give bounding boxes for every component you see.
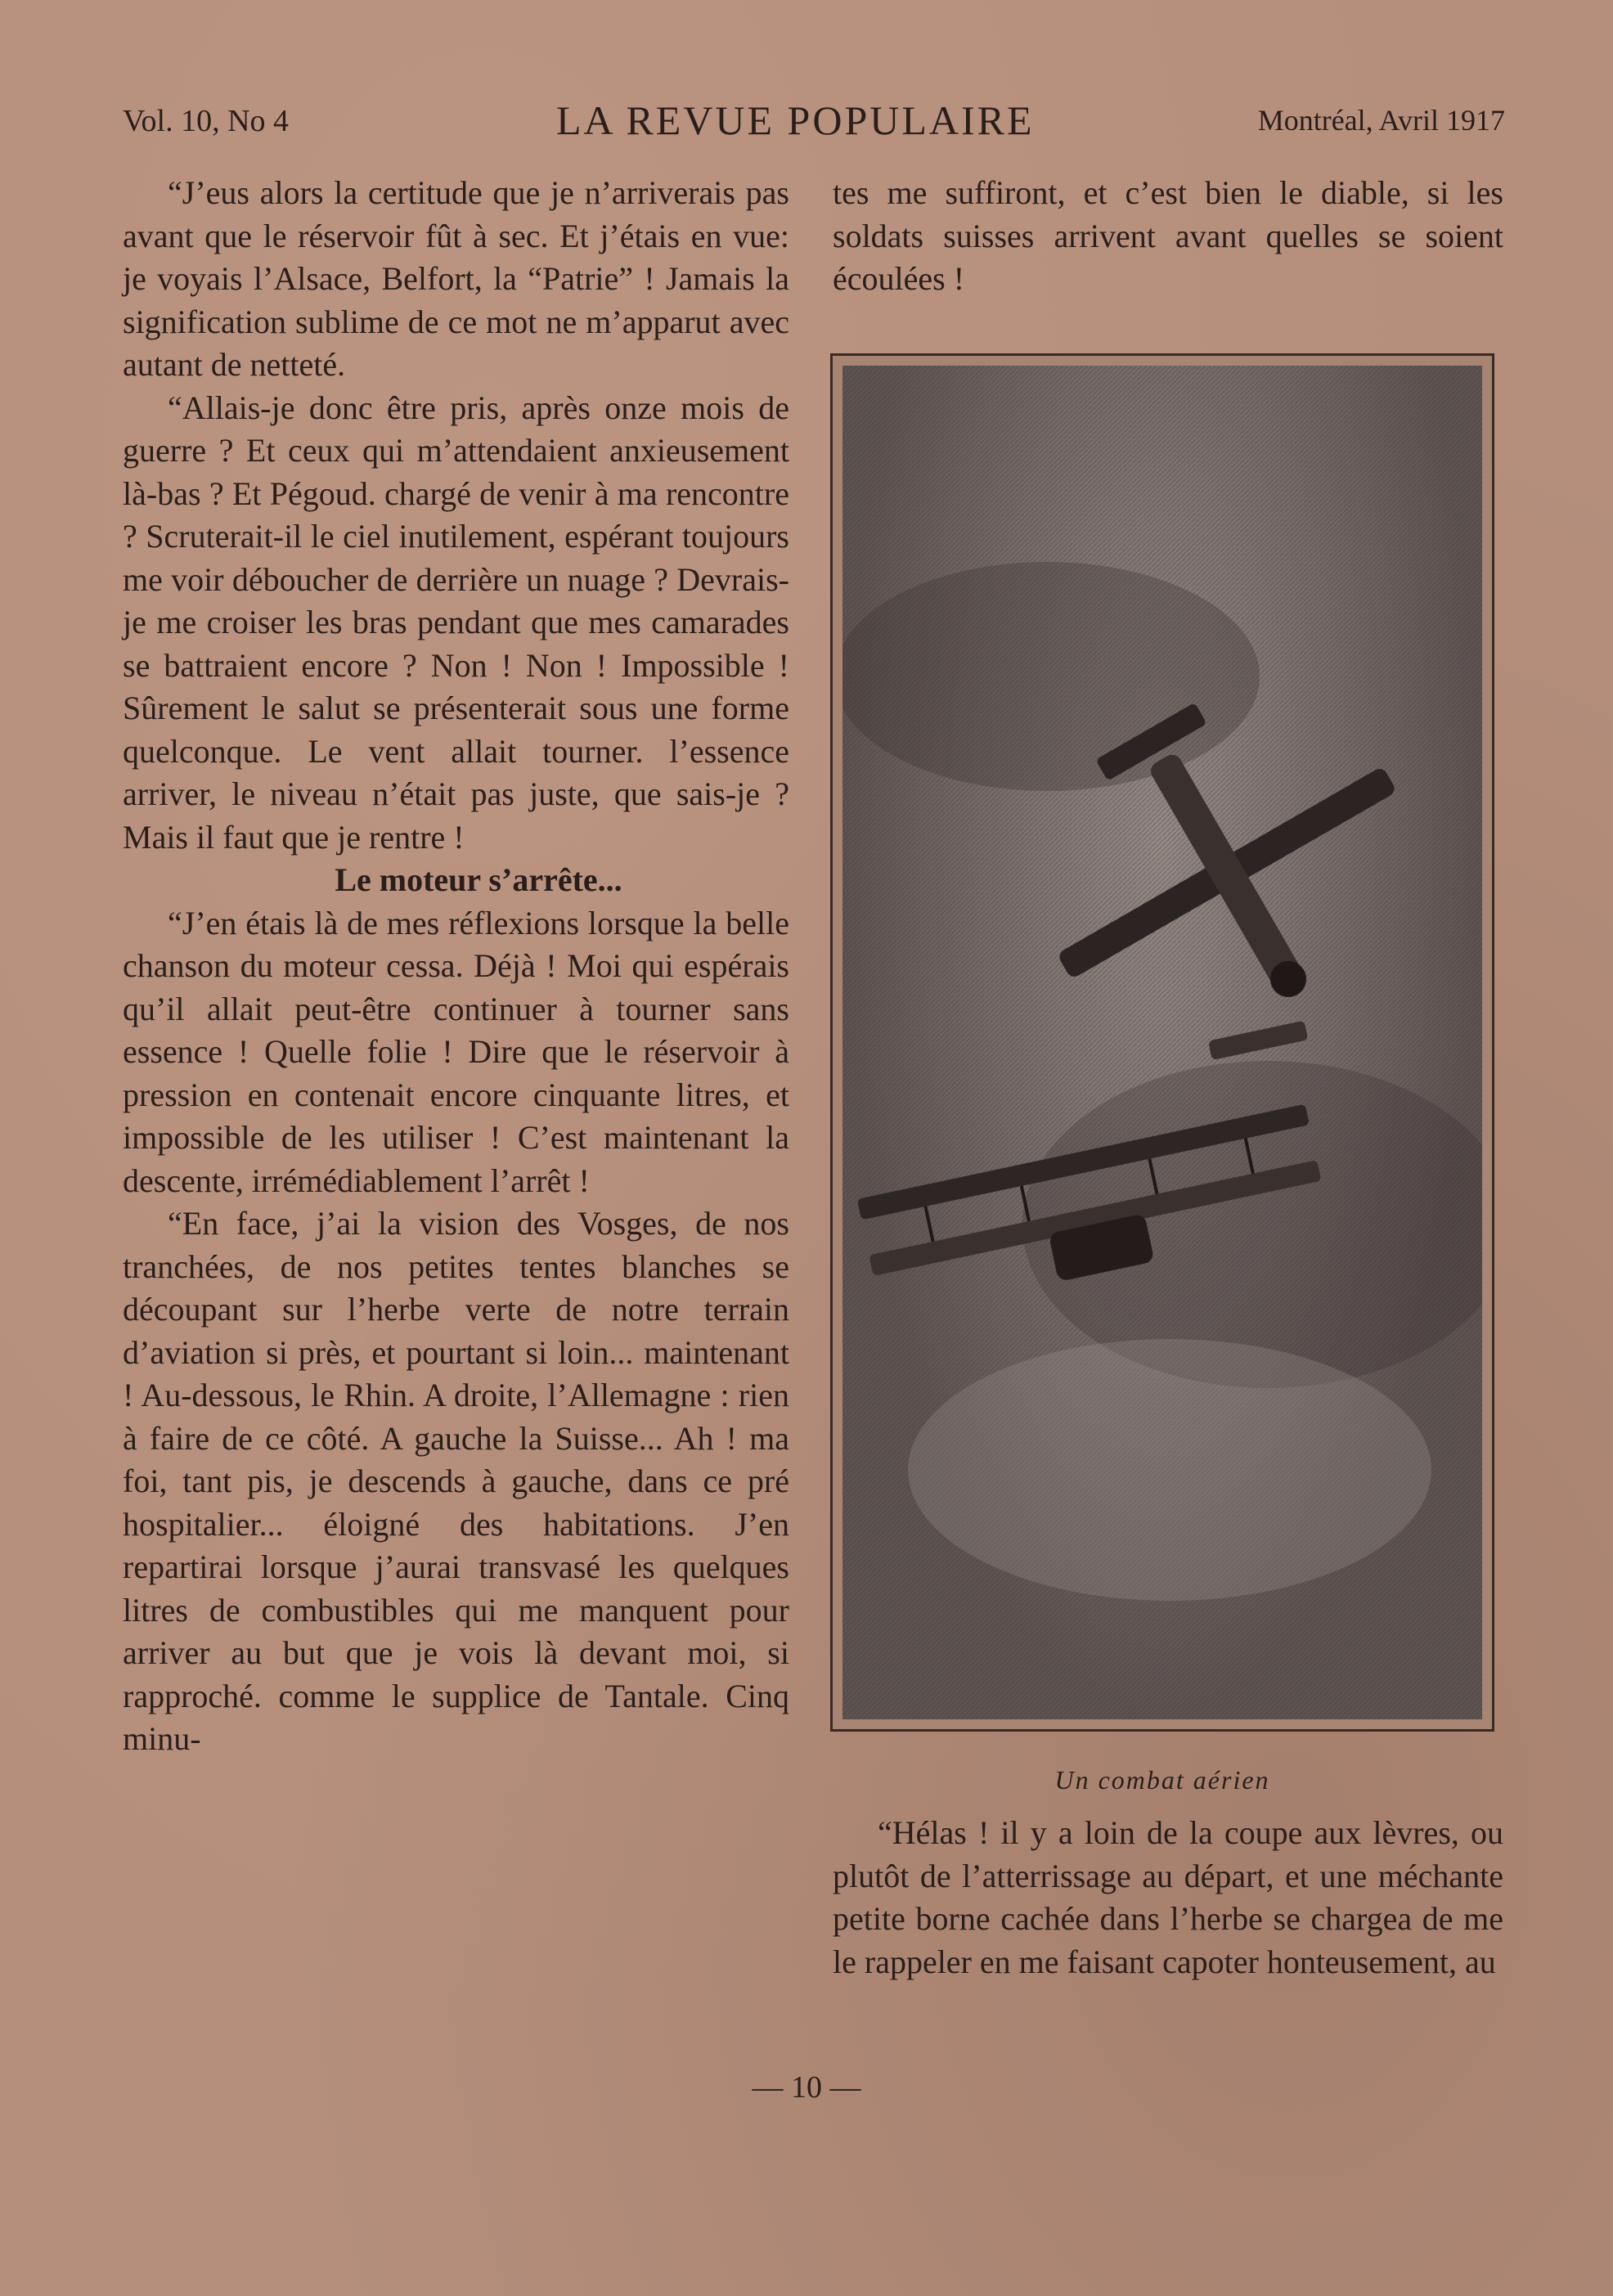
issue-date: Montréal, Avril 1917 — [1257, 104, 1505, 137]
page-header — [123, 97, 1505, 154]
paragraph: tes me suffiront, et c’est bien le diable, si les soldats suisses arrivent avant quelles se soient écoulées ! — [833, 174, 1503, 297]
volume-number: Vol. 10, No 4 — [123, 104, 290, 138]
right-column-top — [833, 172, 1503, 301]
paragraph: “J’en étais là de mes réflexions lorsque la belle chanson du moteur cessa. Déjà ! Moi qui espérais qu’il allait peut-être continuer à tourner sans essence ! Quelle folie ! Dire que le réservoir à pression en contenait encore cinquante litres, et impossible de les utiliser ! C’est maintenant la descente, irrémédiablement l’arrêt ! — [123, 904, 789, 1199]
left-column — [123, 172, 789, 1761]
airplanes-drawing — [842, 366, 1482, 1719]
illustration-caption: Un combat aérien — [1054, 1765, 1270, 1795]
publication-title: LA REVUE POPULAIRE — [556, 97, 1035, 143]
section-subheading: Le moteur s’arrête... — [335, 861, 622, 898]
paragraph: “J’eus alors la certitude que je n’arriverais pas avant que le réservoir fût à sec. Et j’étais en vue: je voyais l’Alsace, Belfort, la “Patrie” ! Jamais la signification sublime de ce mot ne m’apparut avec autant de netteté. — [123, 174, 789, 383]
aerial-combat-illustration — [842, 366, 1482, 1719]
paragraph: “Allais-je donc être pris, après onze mois de guerre ? Et ceux qui m’attendaient anxieusement là-bas ? Et Pégoud. chargé de venir à ma rencontre ? Scruterait-il le ciel inutilement, espérant toujours me voir déboucher de derrière un nuage ? Devrais-je me croiser les bras pendant que mes camarades se battraient encore ? Non ! Non ! Impossible ! Sûrement le salut se présenterait sous une forme quelconque. Le vent allait tourner. l’essence arriver, le niveau n’était pas juste, que sais-je ? Mais il faut que je rentre ! — [123, 389, 789, 856]
illustration-frame — [830, 353, 1494, 1732]
paragraph: “En face, j’ai la vision des Vosges, de nos tranchées, de nos petites tentes blanches se découpant sur l’herbe verte de notre terrain d’aviation si près, et pourtant si loin... maintenant ! Au-dessous, le Rhin. A droite, l’Allemagne : rien à faire de ce côté. A gauche la Suisse... Ah ! ma foi, tant pis, je descends à gauche, dans ce pré hospitalier... éloigné des habitations. J’en repartirai lorsque j’aurai transvasé les quelques litres de combustibles qui me manquent pour arriver au but que je vois là devant moi, si rapproché. comme le supplice de Tantale. Cinq minu- — [123, 1205, 789, 1757]
paragraph: “Hélas ! il y a loin de la coupe aux lèvres, ou plutôt de l’atterrissage au départ, et une méchante petite borne cachée dans l’herbe se chargea de me le rappeler en me faisant capoter honteusement, au — [833, 1814, 1503, 1980]
right-column-bottom — [833, 1812, 1503, 1984]
page-number: — 10 — — [752, 2070, 861, 2105]
